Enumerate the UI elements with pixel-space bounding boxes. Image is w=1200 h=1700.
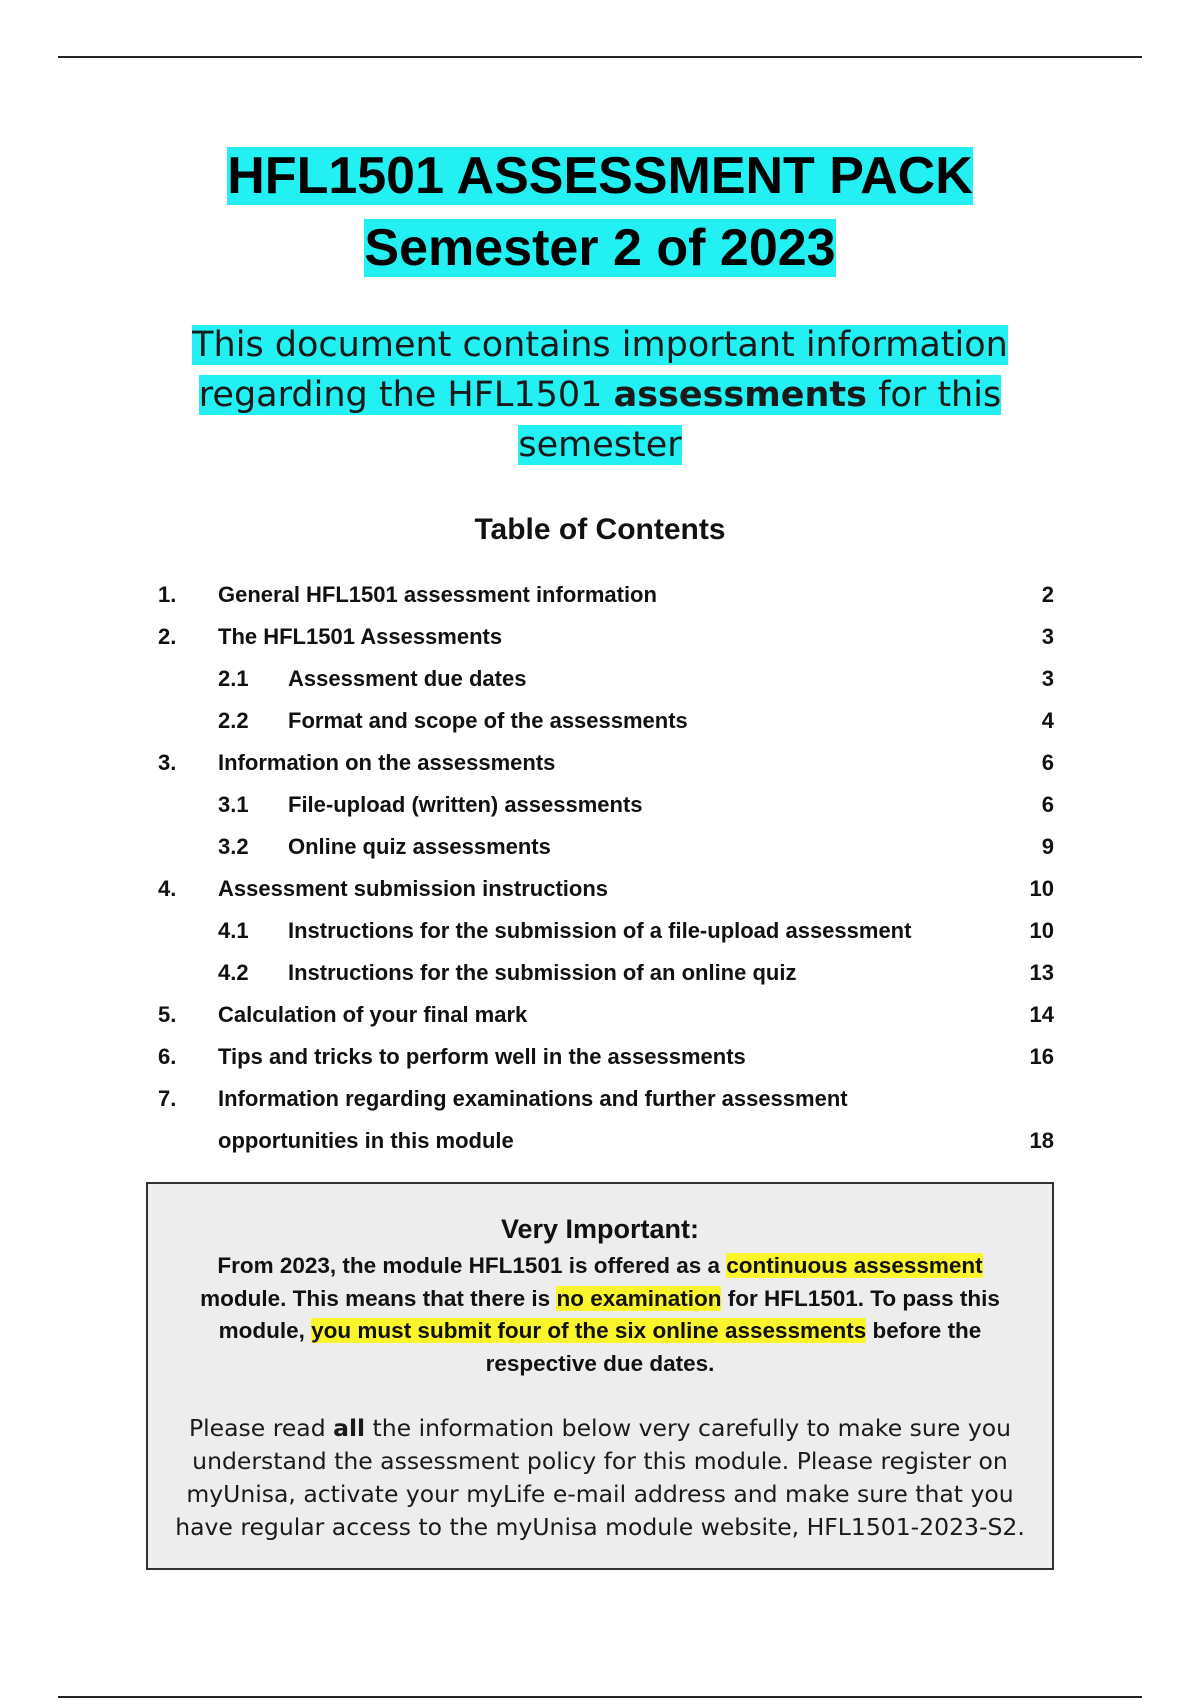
toc-entry-label: Format and scope of the assessments (288, 708, 688, 733)
toc-entry-number: 7. (158, 1086, 177, 1111)
toc-entry-number: 4.2 (218, 960, 249, 985)
toc-entry[interactable] (158, 994, 1058, 1036)
toc-entry-label: Calculation of your final mark (218, 1002, 528, 1027)
subtitle-text-2: for this semester (518, 375, 1002, 465)
toc-entry-number: 4.1 (218, 918, 249, 943)
toc-entry-page: 4 (1041, 708, 1054, 733)
toc-subentry[interactable] (158, 952, 1058, 994)
notice-text-1: From 2023, the module HFL1501 is offered as a (217, 1253, 727, 1278)
notice-text-2: module. This means that there is (200, 1285, 557, 1311)
toc-subentry[interactable] (158, 784, 1058, 826)
highlight-continuous-assessment: continuous assessment (726, 1253, 983, 1278)
toc-entry[interactable] (158, 1036, 1058, 1078)
notice-bold-paragraph (188, 1250, 1012, 1380)
toc-entry-number: 3.2 (218, 834, 249, 859)
document-subtitle (150, 320, 1050, 470)
toc-entry-label: File-upload (written) assessments (288, 792, 643, 817)
toc-entry-label: Information on the assessments (218, 750, 556, 775)
toc-entry-page: 10 (1029, 918, 1054, 943)
toc-entry[interactable] (158, 868, 1058, 910)
notice-body-paragraph (162, 1412, 1038, 1544)
notice-text-4: before the respective due dates. (485, 1318, 982, 1376)
toc-entry-label: General HFL1501 assessment information (218, 582, 657, 607)
toc-entry-page: 16 (1029, 1044, 1054, 1069)
notice-body-bold-all: all (333, 1414, 366, 1442)
notice-body-text-2: the information below very carefully to make sure you understand the assessment policy for this module. Please register on myUnisa, activate your myLife e-mail address and make sure that you have regular access to the myUnisa module website, HFL1501-2023-S2. (175, 1414, 1025, 1541)
title-line-1: HFL1501 ASSESSMENT PACK (227, 147, 973, 205)
toc-entry-page: 3 (1041, 624, 1054, 649)
toc-entry-number: 3.1 (218, 792, 249, 817)
important-notice-box (146, 1182, 1054, 1570)
notice-text-3: for HFL1501. To pass this module, (218, 1285, 1000, 1343)
toc-entry-label: The HFL1501 Assessments (218, 624, 503, 649)
title-line-2: Semester 2 of 2023 (364, 219, 836, 277)
toc-entry[interactable] (158, 742, 1058, 784)
toc-entry-number: 2.2 (218, 708, 249, 733)
toc-entry-page: 10 (1029, 876, 1054, 901)
toc-entry[interactable] (158, 574, 1058, 616)
toc-entry-page: 18 (1029, 1128, 1054, 1153)
notice-heading: Very Important: (500, 1214, 700, 1244)
toc-entry-label: Online quiz assessments (288, 834, 551, 859)
toc-entry-page: 3 (1041, 666, 1054, 691)
toc-entry-page: 14 (1029, 1002, 1054, 1027)
toc-entry-number: 6. (158, 1044, 177, 1069)
toc-entry-page: 6 (1041, 792, 1054, 817)
toc-entry-number: 2. (158, 624, 177, 649)
toc-entry-number: 5. (158, 1002, 177, 1027)
toc-entry-label: Instructions for the submission of an online quiz (288, 960, 797, 985)
toc-entry-label: Assessment due dates (288, 666, 527, 691)
toc-entry[interactable] (158, 1078, 1058, 1162)
toc-entry-number: 1. (158, 582, 177, 607)
toc-entry-label: Tips and tricks to perform well in the assessments (218, 1044, 746, 1069)
toc-entry-page: 2 (1041, 582, 1054, 607)
document-title (0, 140, 1200, 284)
toc-entry-page: 13 (1029, 960, 1054, 985)
toc-entry-number: 2.1 (218, 666, 249, 691)
toc-subentry[interactable] (158, 658, 1058, 700)
subtitle-text-1: This document contains important information regarding the HFL1501 (192, 325, 1008, 415)
toc-subentry[interactable] (158, 826, 1058, 868)
toc-entry-page: 9 (1041, 834, 1054, 859)
highlight-no-examination: no examination (556, 1285, 722, 1311)
toc-entry-label: Information regarding examinations and further assessment opportunities in this module (218, 1086, 848, 1153)
toc-title: Table of Contents (474, 513, 726, 546)
toc-entry-label: Instructions for the submission of a file-upload assessment (288, 918, 912, 943)
highlight-submit-four-assessments: you must submit four of the six online assessments (311, 1318, 867, 1343)
toc-subentry[interactable] (158, 910, 1058, 952)
top-rule (58, 56, 1142, 58)
toc-entry-number: 4. (158, 876, 177, 901)
bottom-rule (58, 1696, 1142, 1698)
subtitle-bold-text: assessments (613, 375, 867, 415)
toc-entry-page: 6 (1041, 750, 1054, 775)
toc-entry-label: Assessment submission instructions (218, 876, 608, 901)
toc-entry[interactable] (158, 616, 1058, 658)
toc-subentry[interactable] (158, 700, 1058, 742)
toc-entry-number: 3. (158, 750, 177, 775)
table-of-contents (158, 574, 1058, 1162)
notice-body-text-1: Please read (188, 1414, 334, 1442)
